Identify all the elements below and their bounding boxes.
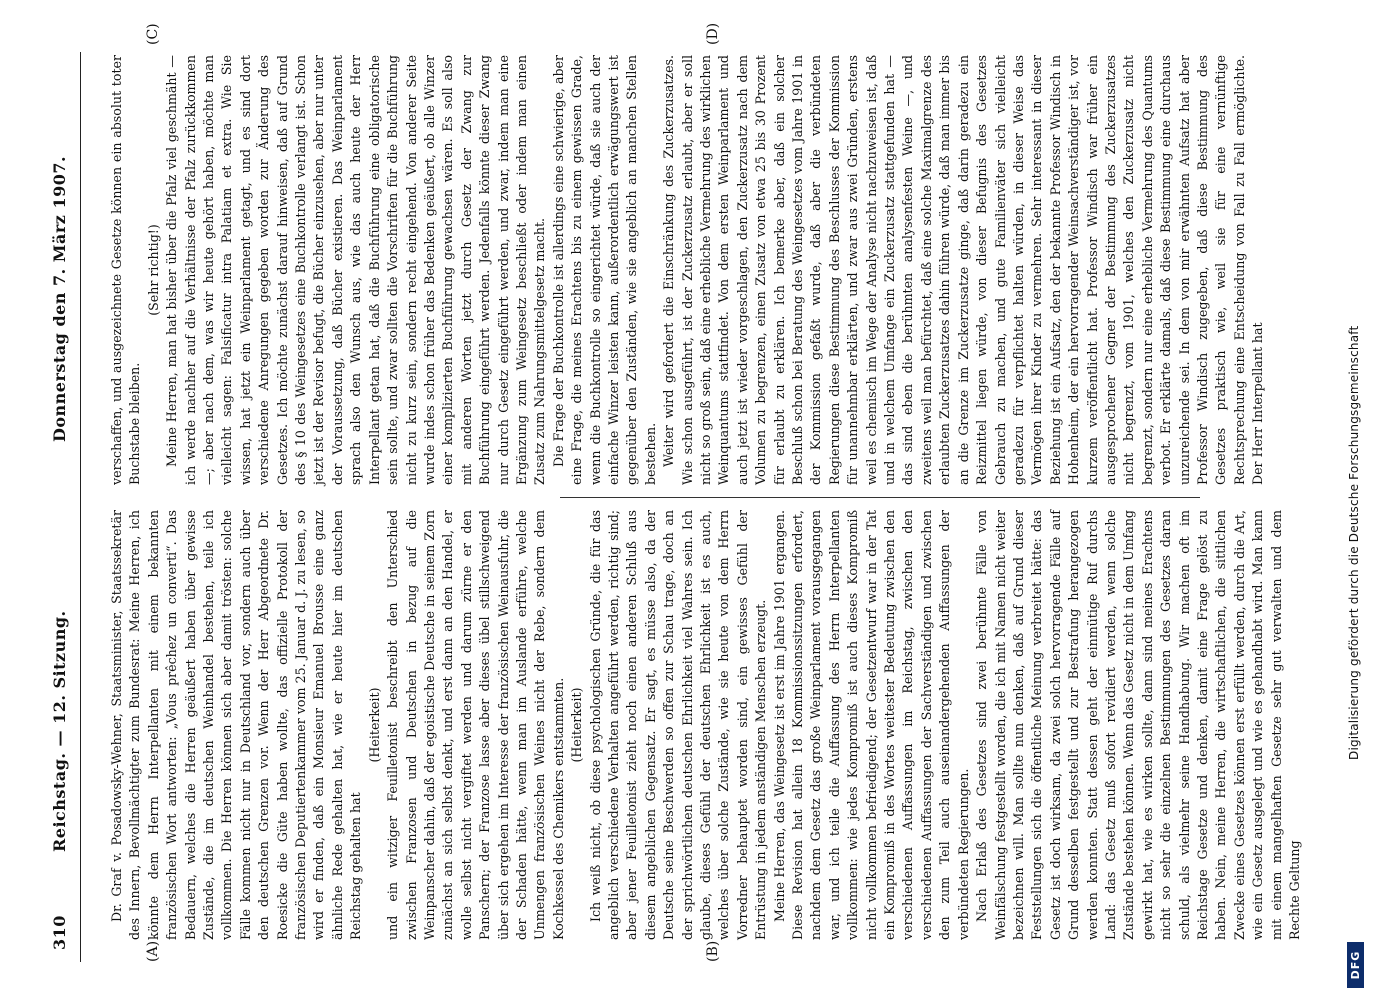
page-number: 310 <box>50 915 69 950</box>
paragraph: Weiter wird gefordert die Einschränkung des Zuckerzusatzes. Wie schon ausgeführt, ist der Zuckerzusatz erlaubt, aber er soll nicht so groß sein, daß eine erhebliche Vermehrung des wirklichen Weinquantums stattfindet. Von dem ersten Weinparlament und auch jetzt ist wieder vorgeschlagen, den Zuckerzusatz nach dem Volumen zu begrenzen, einen Zusatz von etwa 25 bis 30 Prozent für erlaubt zu erklären. Ich bemerke aber, daß ein solcher Beschluß schon bei Beratung des Weingesetzes vom Jahre 1901 in der Kommission gefaßt wurde, daß aber die verbündeten Regierungen diese Bestimmung des Beschlusses der Kommission für unannehmbar erklärten, und zwar aus zwei Gründen, erstens weil es chemisch im Wege der Analyse nicht nachzuweisen ist, daß und in welchem Umfange ein Zuckerzusatz stattgefunden hat — das sind eben die berühmten analysenfesten Weine —, und zweitens weil man befürchtet, daß eine solche Maximalgrenze des erlaubten Zuckerzusatzes dahin führen würde, daß man immer bis an die Grenze im Zuckerzusatze ginge, daß darin geradezu ein Reizmittel liegen würde, von dieser Befugnis des Gesetzes Gebrauch zu machen, und gute Familienväter sich vielleicht geradezu für verpflichtet halten würden, in dieser Weise das Vermögen ihrer Kinder zu vermehren. Sehr interessant in dieser Beziehung ist ein Aufsatz, den der bekannte Professor Windisch in Hohenheim, der ein hervorragender Weinsachverständiger ist, vor kurzem veröffentlicht hat. Professor Windisch war früher ein ausgesprochener Gegner der Bestimmung des Zuckerzusatzes nicht begrenzt, vom 1901, welches den Zuckerzusatz nicht begrenzt, sondern nur eine erhebliche Vermehrung des Quantums verbot. Er erklärte damals, daß diese Bestimmung eine durchaus unzureichende sei. In dem von mir erwähnten Aufsatz hat aber Professor Windisch zugegeben, daß diese Bestimmung des Gesetzes praktisch wie, weil sie für eine vernünftige Rechtsprechung eine Entscheidung von Fall zu Fall ermöglichte. Der Herr Interpellant hat <box>661 55 1266 485</box>
paragraph: Meine Herren, man hat bisher über die Pfalz viel geschmäht — ich werde nachher auf die Verhältnisse der Pfalz zurückkommen —; aber nach dem, was wir heute gehört haben, möchte man vielleicht sagen: Falsificatur intra Palatiam et extra. Wie Sie wissen, hat jetzt ein Weinparlament getagt, und es sind dort verschiedene Anregungen gegeben worden zur Änderung des Gesetzes. Ich möchte zunächst darauf hinweisen, daß auf Grund des § 10 des Weingesetzes eine Buchkontrolle verlangt ist. Schon jetzt ist der Revisor befugt, die Bücher einzusehen, aber nur unter der Voraussetzung, daß Bücher existieren. Das Weinparlament sprach also den Wunsch aus, wie das auch heute der Herr Interpellant getan hat, daß die Buchführung eine obligatorische sein sollte, und zwar sollten die Vorschriften für die Buchführung nicht zu kurz sein, sondern recht eingehend. Von anderer Seite wurde indes schon früher das Bedenken geäußert, ob alle Winzer einer komplizierten Buchführung gewachsen wären. Es soll also mit anderen Worten jetzt durch Gesetz der Zwang zur Buchführung eingeführt werden. Jedenfalls könnte dieser Zwang nur durch Gesetz eingeführt werden, und zwar, indem man eine Ergänzung zum Weingesetz beschließt oder indem man einen Zusatz zum Nahrungsmittelgesetz macht. <box>164 55 548 485</box>
paragraph: Dr. Graf v. Posadowsky-Wehner, Staatsminister, Staatssekretär des Innern, Bevollmächtigter zum Bundesrat: Meine Herren, ich könnte dem Herrn Interpellanten mit einem bekannten französischen Wort antworten: „Vous prêchez un converti“. Das Bedauern, welches die Herren geäußert haben über gewisse Zustände, die im deutschen Weinhandel bestehen, teile ich vollkommen. Die Herren können sich aber damit trösten: solche Fälle kommen nicht nur in Deutschland vor, sondern auch über den deutschen Grenzen vor. Wenn der Herr Abgeordnete Dr. Roesicke die Güte haben wollte, das offizielle Protokoll der französischen Deputiertenkammer vom 25. Januar d. J. zu lesen, so wird er finden, daß ein Monsieur Emanuel Brousse eine ganz ähnliche Rede gehalten hat, wie er heute hier im deutschen Reichstag gehalten hat <box>109 510 364 940</box>
column-divider <box>560 497 1200 498</box>
margin-label-b: (B) <box>705 940 721 962</box>
interjection: (Heiterkeit) <box>366 687 382 763</box>
margin-label-c: (C) <box>145 23 161 45</box>
paragraph: und ein witziger Feuilletonist beschreibt den Unterschied zwischen Franzosen und Deutschen in bezug auf die Weinpanscher dahin, daß der egoistische Deutsche in seinem Zorn zunächst an sich selbst denkt, und erst dann an den Handel, er wolle selbst nicht vergiftet werden und darum zürne er den Panschern; der Franzose lasse aber dieses übel stillschweigend über sich ergehen im Interesse der französischen Weinausfuhr, die der Schaden hätte, wenn man im Auslande erführe, welche Unmengen französischen Weines nicht der Rebe, sondern dem Kochkessel des Chemikers entstammten. <box>385 510 566 940</box>
left-column <box>108 510 1304 940</box>
paragraph: Die Frage der Buchkontrolle ist allerdings eine schwierige, aber eine Frage, die meines Erachtens bis zu einem gewissen Grade, wenn die Buchkontrolle so eingerichtet würde, daß sie auch der einfache Winzer leisten kann, außerordentlich erwägungswert ist gegenüber den Zuständen, wie sie angeblich an manchen Stellen bestehen. <box>550 55 658 485</box>
paragraph: Ich weiß nicht, ob diese psychologischen Gründe, die für das angeblich verschiedene Verhalten angeführt werden, richtig sind; aber jener Feuilletonist zieht noch einen anderen Schluß aus diesem angeblichen Gegensatz. Er sagt, es müsse also, da der Deutsche seine Beschwerden so offen zur Schau trage, doch an der sprichwörtlichen deutschen Ehrlichkeit viel Wahres sein. Ich glaube, dieses Gefühl der deutschen Ehrlichkeit ist es auch, welches über solche Zustände, wie sie heute von dem Herrn Vorredner behauptet worden sind, ein gewisses Gefühl der Entrüstung in jedem anständigen Menschen erzeugt. <box>587 510 769 940</box>
dfg-logo: DFG <box>1347 942 1364 988</box>
paragraph: Meine Herren, das Weingesetz ist erst im Jahre 1901 ergangen. Diese Revision hat allein 18 Kommissionssitzungen erfordert, nachdem dem Gesetz das große Weinparlament vorausgegangen war, und ich teile die Auffassung des Herrn Interpellanten vollkommen: wie jedes Kompromiß ist auch dieses Kompromiß nicht vollkommen befriedigend; der Gesetzentwurf war in der Tat ein Kompromiß in des Wortes weitester Bedeutung zwischen den verschiedenen Auffassungen im Reichstag, zwischen den verschiedenen Auffassungen der Sachverständigen und zwischen den zum Teil auch auseinandergehenden Auffassungen der verbündeten Regierungen. <box>771 510 971 940</box>
margin-label-a: (A) <box>145 940 161 962</box>
page-header <box>40 52 81 962</box>
interjection: (Sehr richtig!) <box>145 224 161 316</box>
running-title: Reichstag. — 12. Sitzung. <box>50 610 69 852</box>
interjection: (Heiterkeit) <box>569 687 585 763</box>
margin-label-d: (D) <box>705 22 721 45</box>
session-date: Donnerstag den 7. März 1907. <box>50 155 69 442</box>
digitization-credit: Digitalisierung gefördert durch die Deutsche Forschungsgemeinschaft <box>1347 325 1361 760</box>
right-column <box>108 55 1268 485</box>
paragraph: Nach Erlaß des Gesetzes sind zwei berühmte Fälle von Weinfälschung festgestellt worden, die ich mit Namen nicht weiter bezeichnen will. Man sollte nun denken, daß auf Grund dieser Feststellungen sich die öffentliche Meinung verbreitet hätte: das Gesetz ist doch wirksam, da zwei solch hervorragende Fälle auf Grund desselben festgestellt und zur Bestrafung herangezogen werden konnten. Statt dessen geht der einmütige Ruf durchs Land: das Gesetz muß sofort revidiert werden, wenn solche Zustände bestehen können. Wenn das Gesetz nicht in dem Umfang gewirkt hat, wie es wirken sollte, dann sind meines Erachtens nicht so sehr die einzelnen Bestimmungen des Gesetzes daran schuld, als vielmehr seine Handhabung. Wir machen oft im Reichstage Gesetze und denken, damit eine Frage gelöst zu haben. Nein, meine Herren, die wirtschaftlichen, die sittlichen Zwecke eines Gesetzes können erst erfüllt werden, durch die Art, wie ein Gesetz ausgelegt und wie es gehandhabt wird. Man kann mit einem mangelhaften Gesetze sehr gut verwalten und dem Rechte Geltung <box>974 510 1302 940</box>
paragraph: verschaffen, und ausgezeichnete Gesetze können ein absolut toter Buchstabe bleiben. <box>109 55 143 485</box>
